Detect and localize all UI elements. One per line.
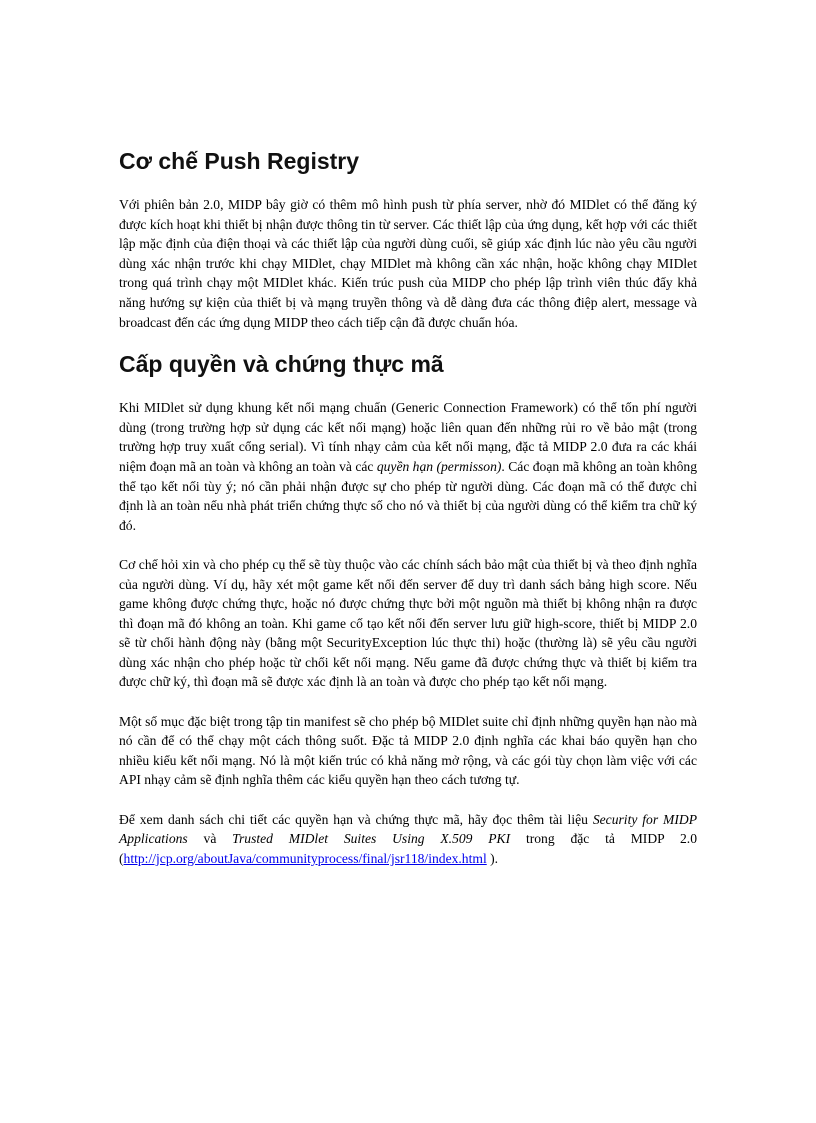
text-segment: Để xem danh sách chi tiết các quyền hạn và chứng thực mã, hãy đọc thêm tài liệu [119,811,593,827]
text-segment: . Các đoạn mã không an toàn không thể tạo kết nối tùy ý; nó cần phải nhận được sự cho phép từ người dùng. Các đoạn mã có thể được chỉ định là an toàn nếu nhà phát triển chứng thực số cho nó và thiết bị của người dùng có thể kiểm tra chữ ký đó. [119,458,697,533]
permissions-paragraph-3: Một số mục đặc biệt trong tập tin manifest sẽ cho phép bộ MIDlet suite chỉ định những quyền hạn nào mà nó cần để có thể chạy một cách thông suốt. Đặc tả MIDP 2.0 định nghĩa các khai báo quyền hạn cho nhiều kiểu kết nối mạng. Nó là một kiến trúc có khả năng mở rộng, và các gói tùy chọn làm việc với các API nhạy cảm sẽ định nghĩa thêm các kiểu quyền hạn theo cách tương tự. [119,713,697,788]
permissions-paragraph-2: Cơ chế hỏi xin và cho phép cụ thể sẽ tùy thuộc vào các chính sách bảo mật của thiết bị và theo định nghĩa của người dùng. Ví dụ, hãy xét một game kết nối đến server để duy trì danh sách bảng high score. Nếu game không được chứng thực, hoặc nó được chứng thực bởi một nguồn mà thiết bị không nhận ra được thì đoạn mã đó không an toàn. Khi game cố tạo kết nối đến server lưu giữ high-score, thiết bị MIDP 2.0 sẽ từ chối hành động này (bằng một SecurityException lúc thực thi) hoặc (thường là) sẽ yêu cầu người dùng xác nhận cho phép hoặc từ chối kết nối mạng. Nếu game đã được chứng thực và thiết bị kiểm tra được chữ ký, thì đoạn mã sẽ được xác định là an toàn và được cho phép tạo kết nối mạng. [119,556,697,690]
text-segment: và [187,831,233,847]
document-content [119,146,697,868]
italic-doc-title-2: Trusted MIDlet Suites Using X.509 PKI [232,831,511,847]
heading-permissions: Cấp quyền và chứng thực mã [119,351,444,378]
permissions-paragraph-4 [119,810,697,869]
permissions-paragraph-1 [119,398,697,535]
text-segment: Khi MIDlet sử dụng khung kết nối mạng chuẩn (Generic Connection Framework) có thể tốn phí người dùng (trong trường hợp sử dụng các kết nối mạng) hoặc liên quan đến những rủi ro về bảo mật (trong trường hợp truy xuất cổng serial). Vì tính nhạy cảm của kết nối mạng, đặc tả MIDP 2.0 đưa ra các khái niệm đoạn mã an toàn và không an toàn và các [119,400,697,474]
italic-term-permission: quyền hạn (permisson) [376,458,502,474]
text-segment: ). [486,850,499,866]
italic-doc-title-1: Security for MIDP Applications [119,811,698,847]
jsr118-link[interactable]: http://jcp.org/aboutJava/communityprocess/final/jsr118/index.html [123,850,487,866]
text-segment: trong đặc tả MIDP 2.0 ( [119,831,697,866]
heading-push-registry: Cơ chế Push Registry [119,148,360,174]
push-registry-paragraph: Với phiên bản 2.0, MIDP bây giờ có thêm mô hình push từ phía server, nhờ đó MIDlet có thể đăng ký được kích hoạt khi thiết bị nhận được thông tin từ server. Các thiết lập của ứng dụng, kết hợp với các thiết lập mặc định của điện thoại và các thiết lập của người dùng cuối, sẽ giúp xác định lúc nào yêu cầu người dùng xác nhận trước khi chạy MIDlet, chạy MIDlet mà không cần xác nhận, hoặc không chạy MIDlet trong quá trình chạy một MIDlet khác. Kiến trúc push của MIDP cho phép lập trình viên thúc đẩy khả năng hướng sự kiện của thiết bị và mạng truyền thông và dễ dàng đưa các thông điệp alert, message và broadcast đến các ứng dụng MIDP theo cách tiếp cận đã được chuẩn hóa. [119,197,697,330]
